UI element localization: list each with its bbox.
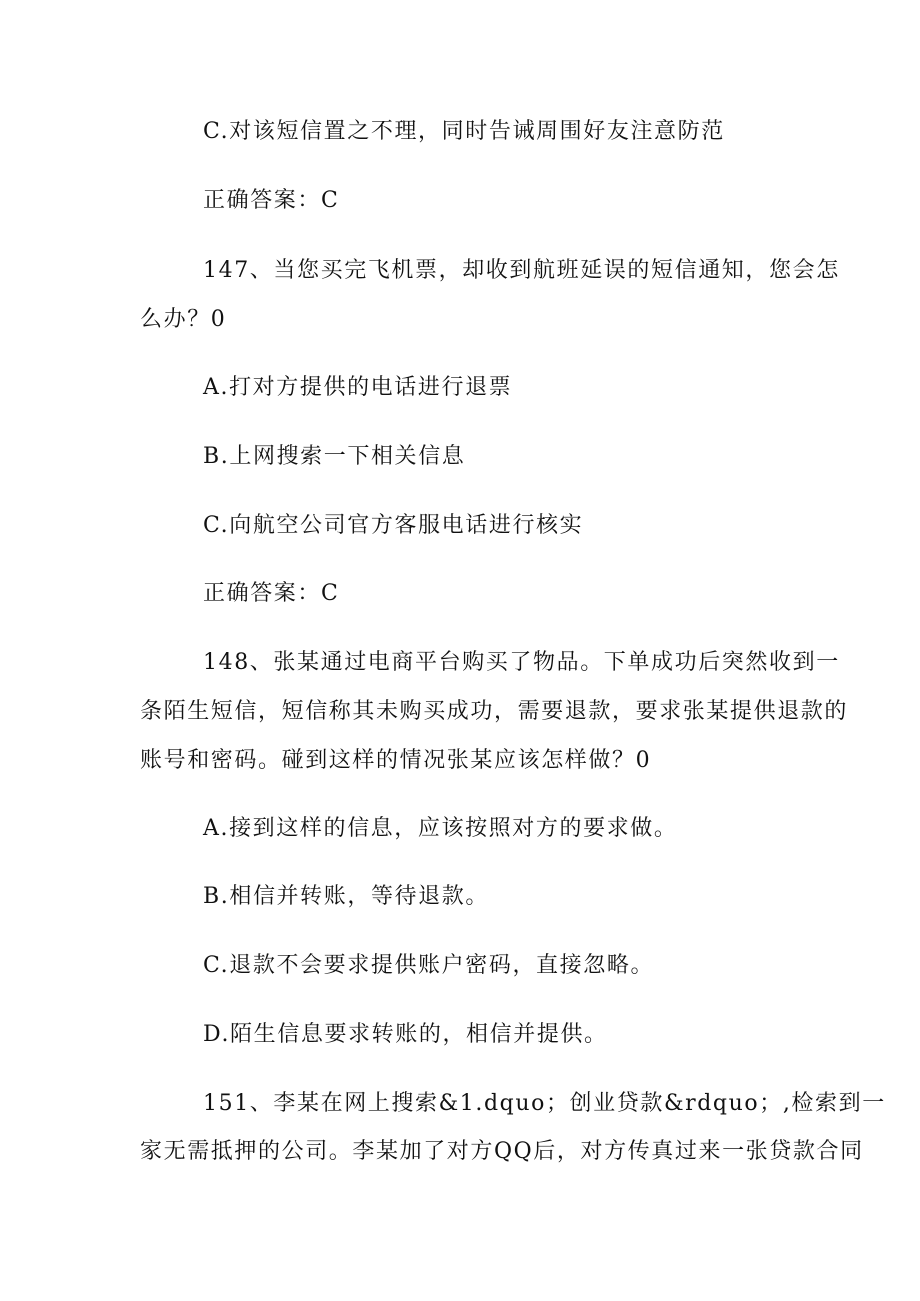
answer-option-b: B.上网搜索一下相关信息 — [203, 444, 466, 469]
question-151: 151、李某在网上搜索&1.dquo；创业贷款&rdquo；,检索到一 — [203, 1091, 886, 1116]
question-147-continuation: 么办？0 — [140, 307, 227, 332]
answer-option-c: C.退款不会要求提供账户密码，直接忽略。 — [203, 953, 655, 978]
question-148-continuation: 账号和密码。碰到这样的情况张某应该怎样做？0 — [140, 748, 652, 773]
answer-option-c: C.向航空公司官方客服电话进行核实 — [203, 513, 584, 538]
answer-option-a: A.打对方提供的电话进行退票 — [203, 375, 513, 400]
answer-option-b: B.相信并转账，等待退款。 — [203, 884, 489, 909]
correct-answer: 正确答案：C — [203, 188, 340, 213]
question-151-continuation: 家无需抵押的公司。李某加了对方QQ后，对方传真过来一张贷款合同 — [140, 1139, 864, 1164]
question-147: 147、当您买完飞机票，却收到航班延误的短信通知，您会怎 — [203, 258, 840, 283]
answer-option-c: C.对该短信置之不理，同时告诫周围好友注意防范 — [203, 119, 725, 144]
answer-option-a: A.接到这样的信息，应该按照对方的要求做。 — [203, 816, 678, 841]
question-148-continuation: 条陌生短信，短信称其未购买成功，需要退款，要求张某提供退款的 — [140, 699, 849, 724]
question-148: 148、张某通过电商平台购买了物品。下单成功后突然收到一 — [203, 650, 840, 675]
correct-answer: 正确答案：C — [203, 581, 340, 606]
answer-option-d: D.陌生信息要求转账的，相信并提供。 — [203, 1022, 608, 1047]
